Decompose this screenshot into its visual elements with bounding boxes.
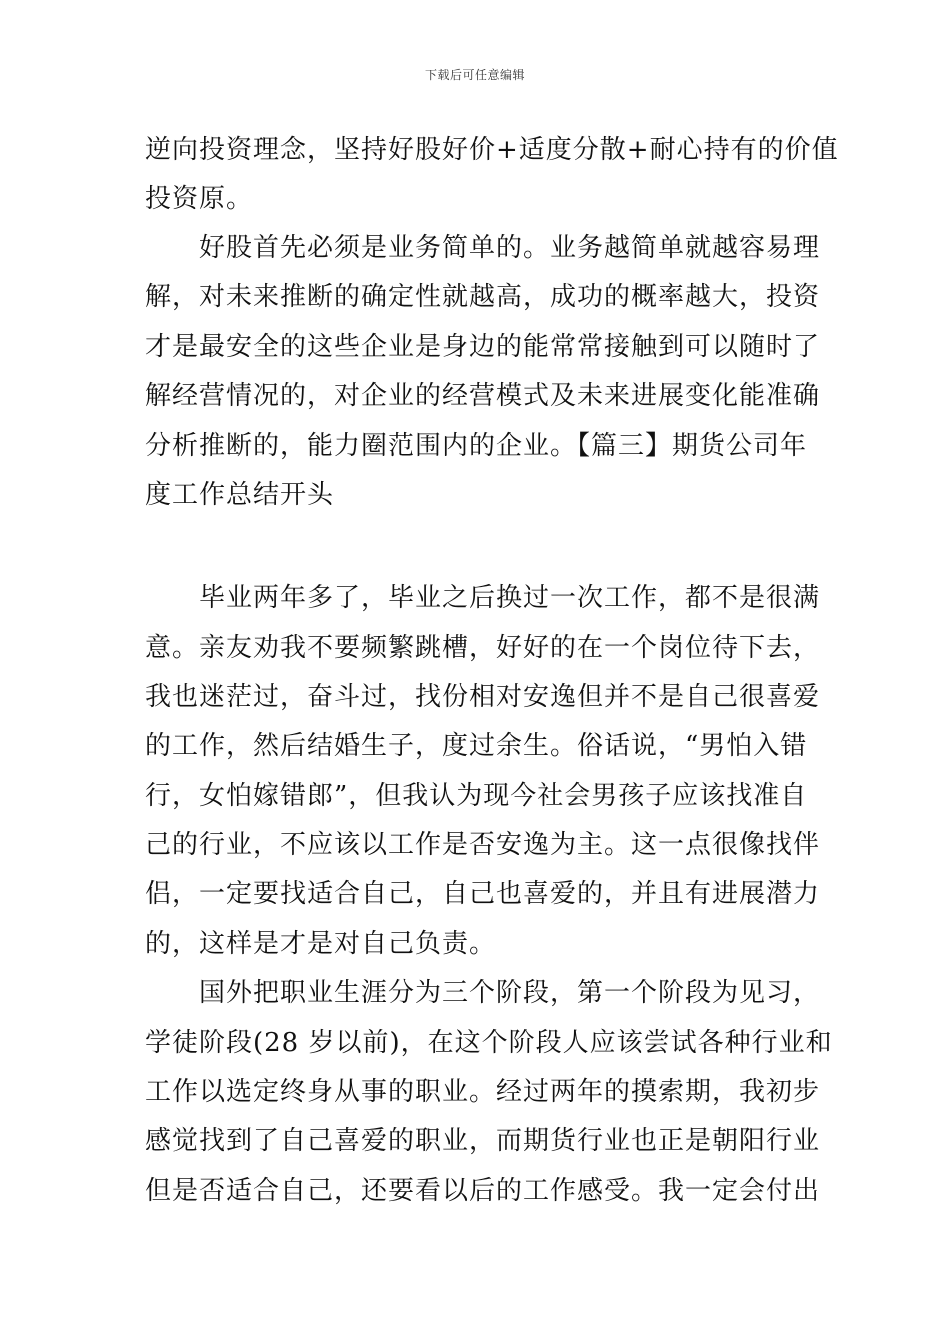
text-line: 我也迷茫过，奋斗过，找份相对安逸但并不是自己很喜爱 <box>145 682 821 712</box>
text-line: 但是否适合自己，还要看以后的工作感受。我一定会付出 <box>145 1176 821 1206</box>
text-line: 学徒阶段(28 岁以前)，在这个阶段人应该尝试各种行业和 <box>145 1028 833 1058</box>
text-line: 好股首先必须是业务简单的。业务越简单就越容易理 <box>145 233 821 263</box>
text-line: 感觉找到了自己喜爱的职业，而期货行业也正是朝阳行业 <box>145 1126 821 1156</box>
text-line: 己的行业，不应该以工作是否安逸为主。这一点很像找伴 <box>145 830 821 860</box>
text-line: 国外把职业生涯分为三个阶段，第一个阶段为见习， <box>145 978 821 1008</box>
text-line: 的，这样是才是对自己负责。 <box>145 929 497 959</box>
page-header: 下载后可任意编辑 <box>424 68 525 82</box>
text-line: 分析推断的，能力圈范围内的企业。【篇三】期货公司年 <box>145 431 808 461</box>
text-line: 侣，一定要找适合自己，自己也喜爱的，并且有进展潜力 <box>145 879 821 909</box>
text-line: 投资原。 <box>145 184 254 214</box>
text-line: 毕业两年多了，毕业之后换过一次工作，都不是很满 <box>145 583 821 613</box>
text-line: 才是最安全的这些企业是身边的能常常接触到可以随时了 <box>145 332 821 362</box>
text-line: 意。亲友劝我不要频繁跳槽，好好的在一个岗位待下去， <box>145 633 821 663</box>
text-line: 行，女怕嫁错郎”，但我认为现今社会男孩子应该找准自 <box>145 781 808 811</box>
text-line: 解，对未来推断的确定性就越高，成功的概率越大，投资 <box>145 282 821 312</box>
text-line: 工作以选定终身从事的职业。经过两年的摸索期，我初步 <box>145 1077 821 1107</box>
text-line: 度工作总结开头 <box>145 480 335 510</box>
text-line: 的工作，然后结婚生子，度过余生。俗话说，“男怕入错 <box>145 731 808 761</box>
text-line: 逆向投资理念，坚持好股好价+适度分散+耐心持有的价值 <box>145 135 839 165</box>
text-line: 解经营情况的，对企业的经营模式及未来进展变化能准确 <box>145 381 821 411</box>
